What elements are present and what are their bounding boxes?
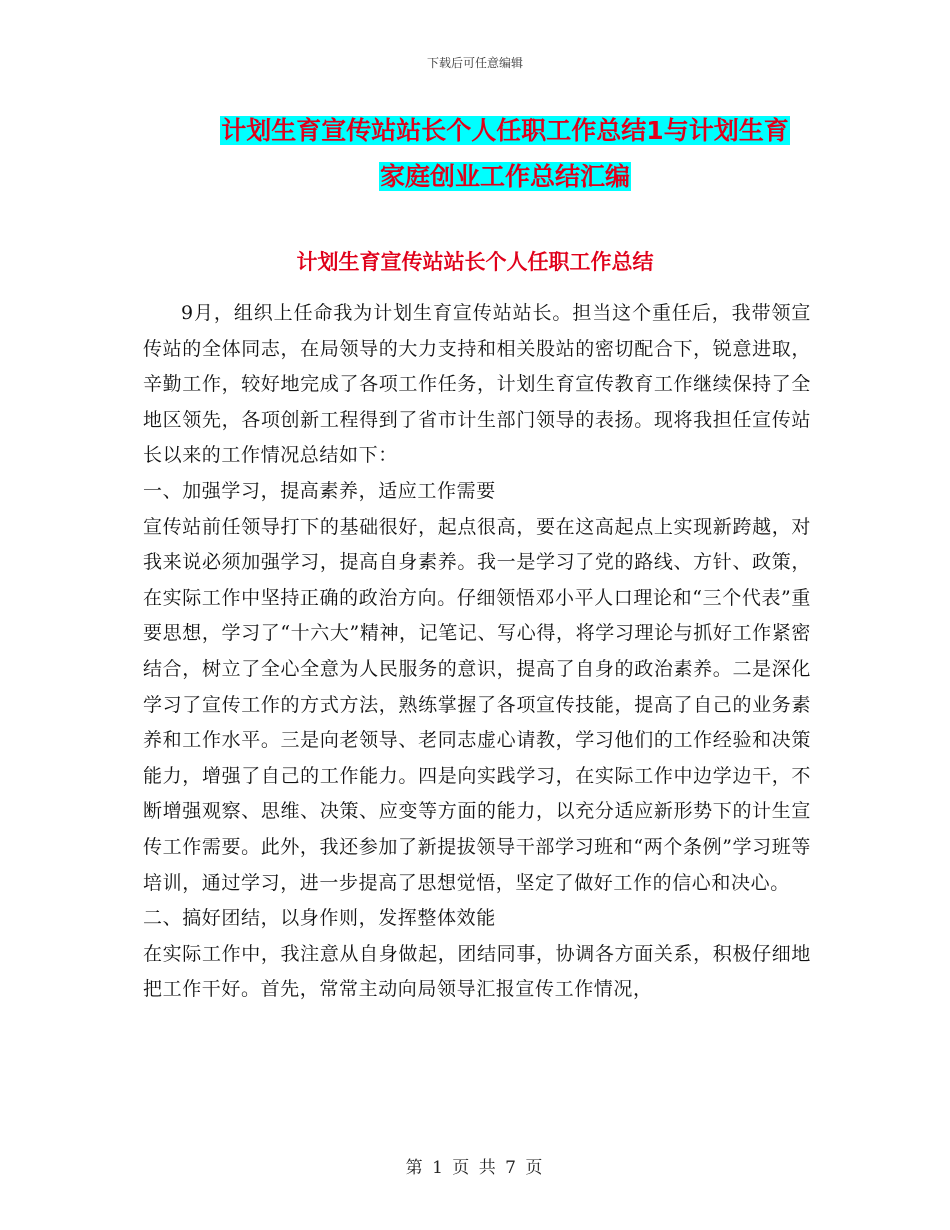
- page-header-note: 下载后可任意编辑: [426, 56, 523, 70]
- page-footer-page-number: 第 1 页 共 7 页: [405, 1158, 545, 1178]
- body-heading-2: 二、搞好团结，以身作则，发挥整体效能: [143, 907, 496, 930]
- document-title-line-2: 家庭创业工作总结汇编: [379, 162, 630, 191]
- body-paragraph-study: 宣传站前任领导打下的基础很好，起点很高，要在这高起点上实现新跨越，对我来说必须加强学习，提高自身素养。我一是学习了党的路线、方针、政策，在实际工作中坚持正确的政治方向。仔细领悟邓小平人口理论和“三个代表”重要思想，学习了“十六大”精神，记笔记、写心得，将学习理论与抓好工作紧密结合，树立了全心全意为人民服务的意识，提高了自身的政治素养。二是深化学习了宣传工作的方式方法，熟练掌握了各项宣传技能，提高了自己的业务素养和工作水平。三是向老领导、老同志虚心请教，学习他们的工作经验和决策能力，增强了自己的工作能力。四是向实践学习，在实际工作中边学边干，不断增强观察、思维、决策、应变等方面的能力，以充分适应新形势下的计生宣传工作需要。此外，我还参加了新提拔领导干部学习班和“两个条例”学习班等培训，通过学习，进一步提高了思想觉悟，坚定了做好工作的信心和决心。: [143, 515, 811, 894]
- body-paragraph-intro: 9月，组织上任命我为计划生育宣传站站长。担当这个重任后，我带领宣传站的全体同志，在局领导的大力支持和相关股站的密切配合下，锐意进取，辛勤工作，较好地完成了各项工作任务，计划生育宣传教育工作继续保持了全地区领先，各项创新工程得到了省市计生部门领导的表扬。现将我担任宣传站长以来的工作情况总结如下：: [143, 302, 811, 467]
- body-heading-1: 一、加强学习，提高素养，适应工作需要: [143, 479, 496, 502]
- document-title-line-1: 计划生育宣传站站长个人任职工作总结1与计划生育: [221, 116, 789, 145]
- body-paragraph-unity: 在实际工作中，我注意从自身做起，团结同事，协调各方面关系，积极仔细地把工作干好。首先，常常主动向局领导汇报宣传工作情况，: [143, 942, 811, 1001]
- document-title: [190, 108, 820, 200]
- section-title: 计划生育宣传站站长个人任职工作总结: [296, 250, 654, 274]
- document-body: [143, 296, 811, 1008]
